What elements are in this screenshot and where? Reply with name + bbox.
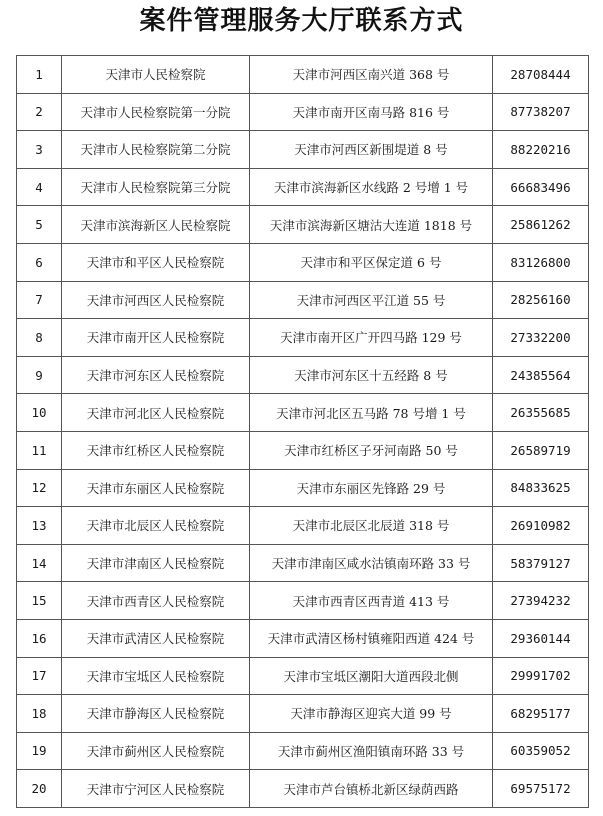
table-row: [17, 394, 589, 432]
row-index: 5: [17, 206, 62, 244]
address: 天津市武清区杨村镇雍阳西道 424 号: [250, 619, 493, 657]
table-row: [17, 93, 589, 131]
address: 天津市蓟州区渔阳镇南环路 33 号: [250, 732, 493, 770]
phone-number: 88220216: [493, 131, 589, 169]
phone-number: 27332200: [493, 319, 589, 357]
row-index: 8: [17, 319, 62, 357]
procuratorate-name: 天津市和平区人民检察院: [62, 243, 250, 281]
table-row: [17, 168, 589, 206]
row-index: 9: [17, 356, 62, 394]
table-row: [17, 319, 589, 357]
table-row: [17, 582, 589, 620]
address: 天津市西青区西青道 413 号: [250, 582, 493, 620]
procuratorate-name: 天津市蓟州区人民检察院: [62, 732, 250, 770]
row-index: 13: [17, 507, 62, 545]
row-index: 14: [17, 544, 62, 582]
phone-number: 68295177: [493, 695, 589, 733]
row-index: 7: [17, 281, 62, 319]
address: 天津市滨海新区水线路 2 号增 1 号: [250, 168, 493, 206]
phone-number: 25861262: [493, 206, 589, 244]
row-index: 11: [17, 431, 62, 469]
row-index: 15: [17, 582, 62, 620]
row-index: 20: [17, 770, 62, 808]
procuratorate-name: 天津市河东区人民检察院: [62, 356, 250, 394]
table-row: [17, 281, 589, 319]
procuratorate-name: 天津市滨海新区人民检察院: [62, 206, 250, 244]
table-row: [17, 243, 589, 281]
phone-number: 29360144: [493, 619, 589, 657]
table-row: [17, 356, 589, 394]
phone-number: 69575172: [493, 770, 589, 808]
phone-number: 27394232: [493, 582, 589, 620]
phone-number: 29991702: [493, 657, 589, 695]
row-index: 1: [17, 56, 62, 94]
address: 天津市东丽区先锋路 29 号: [250, 469, 493, 507]
address: 天津市红桥区子牙河南路 50 号: [250, 431, 493, 469]
table-row: [17, 732, 589, 770]
address: 天津市南开区广开四马路 129 号: [250, 319, 493, 357]
row-index: 4: [17, 168, 62, 206]
address: 天津市和平区保定道 6 号: [250, 243, 493, 281]
address: 天津市河东区十五经路 8 号: [250, 356, 493, 394]
row-index: 19: [17, 732, 62, 770]
procuratorate-name: 天津市东丽区人民检察院: [62, 469, 250, 507]
phone-number: 24385564: [493, 356, 589, 394]
table-row: [17, 619, 589, 657]
address: 天津市静海区迎宾大道 99 号: [250, 695, 493, 733]
table-row: [17, 431, 589, 469]
phone-number: 60359052: [493, 732, 589, 770]
address: 天津市南开区南马路 816 号: [250, 93, 493, 131]
table-row: [17, 131, 589, 169]
procuratorate-name: 天津市人民检察院第三分院: [62, 168, 250, 206]
table-row: [17, 469, 589, 507]
procuratorate-name: 天津市宁河区人民检察院: [62, 770, 250, 808]
procuratorate-name: 天津市红桥区人民检察院: [62, 431, 250, 469]
phone-number: 66683496: [493, 168, 589, 206]
address: 天津市河西区平江道 55 号: [250, 281, 493, 319]
table-row: [17, 544, 589, 582]
address: 天津市芦台镇桥北新区绿荫西路: [250, 770, 493, 808]
phone-number: 26589719: [493, 431, 589, 469]
procuratorate-name: 天津市人民检察院第一分院: [62, 93, 250, 131]
address: 天津市宝坻区潮阳大道西段北侧: [250, 657, 493, 695]
address: 天津市滨海新区塘沽大连道 1818 号: [250, 206, 493, 244]
page-title: 案件管理服务大厅联系方式: [139, 6, 464, 36]
address: 天津市河西区南兴道 368 号: [250, 56, 493, 94]
phone-number: 84833625: [493, 469, 589, 507]
procuratorate-name: 天津市河西区人民检察院: [62, 281, 250, 319]
procuratorate-name: 天津市北辰区人民检察院: [62, 507, 250, 545]
procuratorate-name: 天津市人民检察院: [62, 56, 250, 94]
row-index: 16: [17, 619, 62, 657]
table-row: [17, 56, 589, 94]
table-row: [17, 770, 589, 808]
address: 天津市河西区新围堤道 8 号: [250, 131, 493, 169]
row-index: 10: [17, 394, 62, 432]
procuratorate-name: 天津市武清区人民检察院: [62, 619, 250, 657]
address: 天津市河北区五马路 78 号增 1 号: [250, 394, 493, 432]
row-index: 2: [17, 93, 62, 131]
phone-number: 26355685: [493, 394, 589, 432]
table-row: [17, 507, 589, 545]
procuratorate-name: 天津市津南区人民检察院: [62, 544, 250, 582]
row-index: 17: [17, 657, 62, 695]
phone-number: 58379127: [493, 544, 589, 582]
contact-table: [16, 55, 589, 808]
table-row: [17, 695, 589, 733]
procuratorate-name: 天津市西青区人民检察院: [62, 582, 250, 620]
address: 天津市津南区咸水沽镇南环路 33 号: [250, 544, 493, 582]
phone-number: 87738207: [493, 93, 589, 131]
contact-table-body: [17, 56, 589, 808]
table-row: [17, 657, 589, 695]
row-index: 18: [17, 695, 62, 733]
phone-number: 28708444: [493, 56, 589, 94]
row-index: 12: [17, 469, 62, 507]
row-index: 6: [17, 243, 62, 281]
phone-number: 83126800: [493, 243, 589, 281]
procuratorate-name: 天津市河北区人民检察院: [62, 394, 250, 432]
table-row: [17, 206, 589, 244]
procuratorate-name: 天津市静海区人民检察院: [62, 695, 250, 733]
phone-number: 28256160: [493, 281, 589, 319]
row-index: 3: [17, 131, 62, 169]
phone-number: 26910982: [493, 507, 589, 545]
procuratorate-name: 天津市宝坻区人民检察院: [62, 657, 250, 695]
procuratorate-name: 天津市南开区人民检察院: [62, 319, 250, 357]
address: 天津市北辰区北辰道 318 号: [250, 507, 493, 545]
procuratorate-name: 天津市人民检察院第二分院: [62, 131, 250, 169]
